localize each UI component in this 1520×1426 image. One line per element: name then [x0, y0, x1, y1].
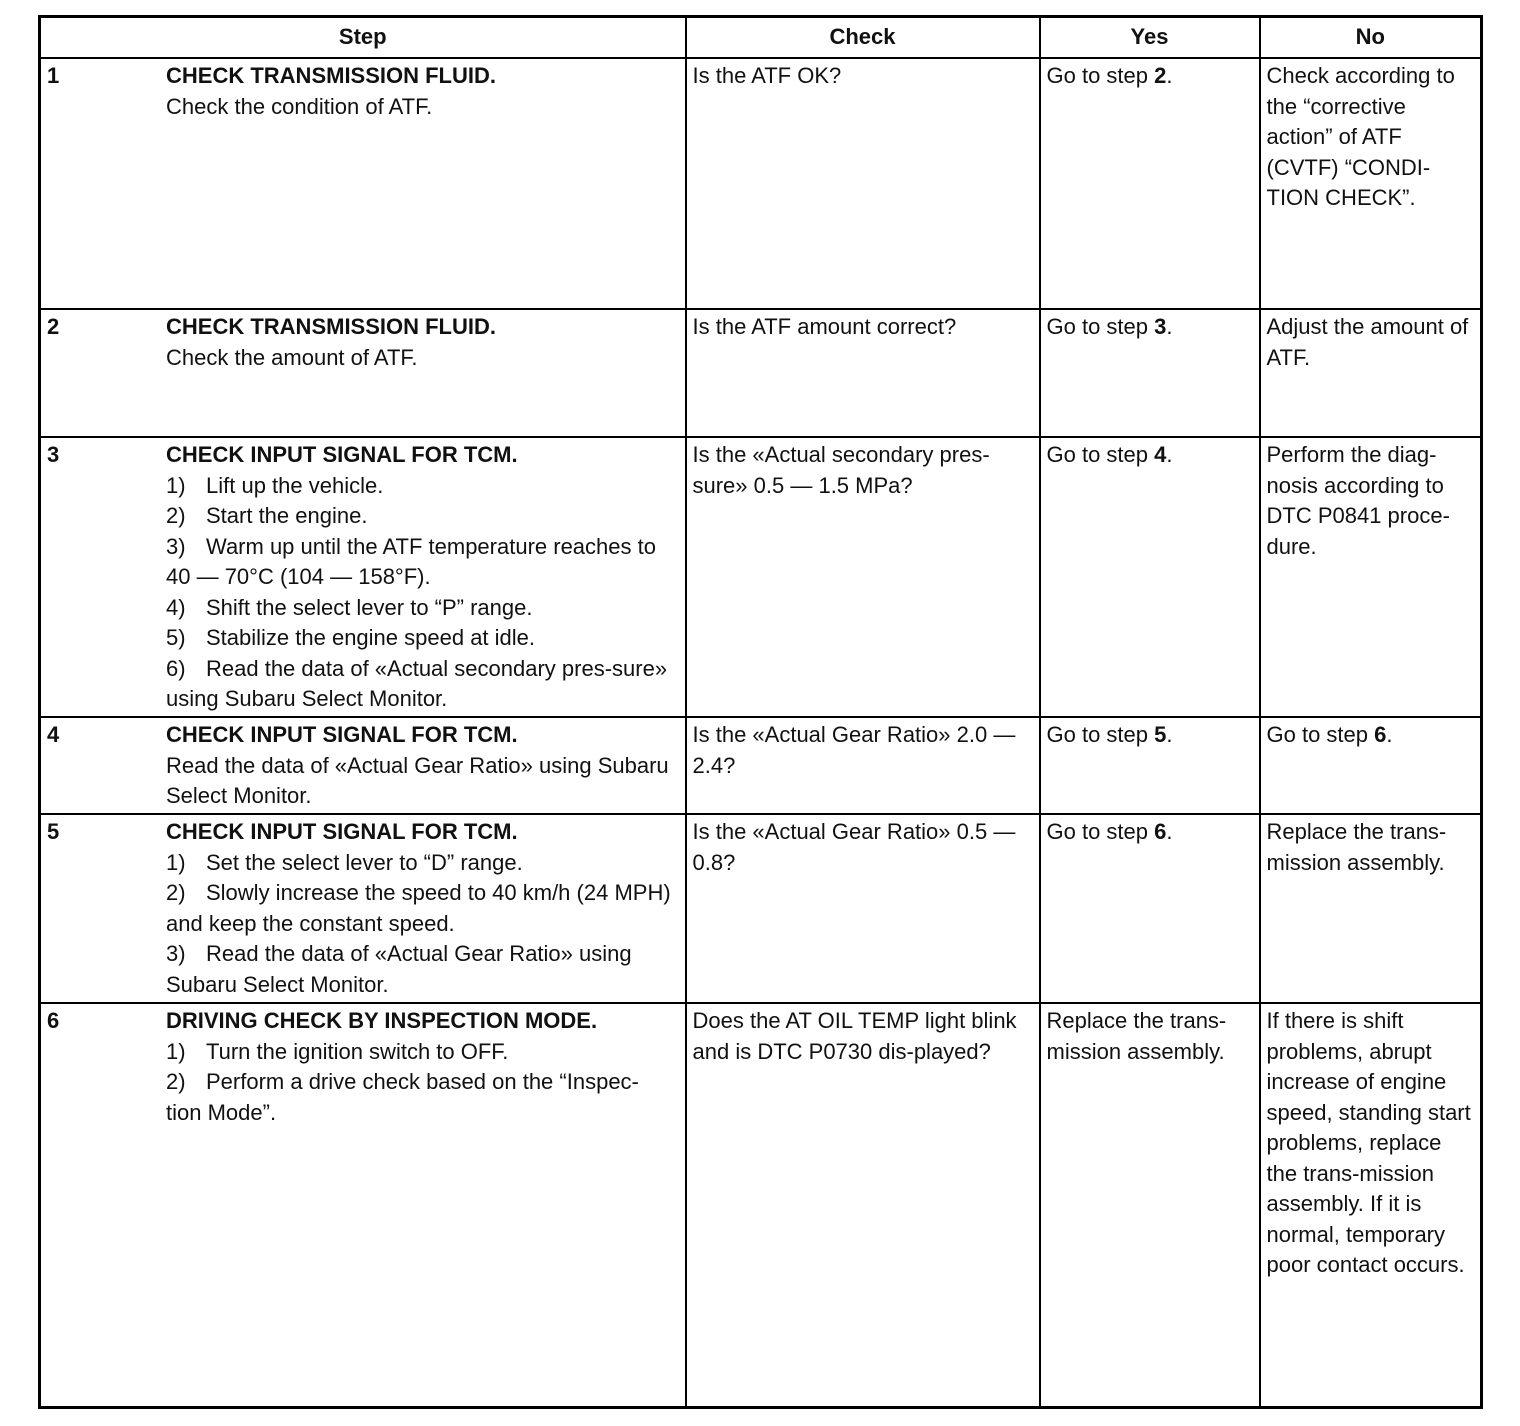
- header-row: [40, 17, 1482, 59]
- step-cell: [40, 1003, 686, 1407]
- procedure-item: [166, 939, 673, 1000]
- yes-suffix: .: [1166, 819, 1173, 844]
- yes-suffix: .: [1166, 442, 1173, 467]
- yes-cell: [1040, 717, 1260, 814]
- procedure-index: 1): [166, 1038, 186, 1064]
- step-title: CHECK TRANSMISSION FLUID.: [166, 314, 496, 339]
- header-no: No: [1260, 17, 1482, 59]
- yes-step-number: 2: [1154, 63, 1167, 88]
- procedure-item: [166, 1037, 673, 1068]
- procedure-index: 3): [166, 533, 186, 559]
- yes-prefix: Go to step: [1046, 63, 1155, 88]
- check-cell: Is the «Actual Gear Ratio» 0.5 — 0.8?: [686, 814, 1040, 1003]
- procedure-index: 2): [166, 503, 186, 528]
- procedure-item: [166, 654, 673, 715]
- procedure-item: [166, 501, 673, 532]
- diagnosis-sheet: [38, 15, 1480, 1409]
- step-description: Check the condition of ATF.: [166, 93, 433, 119]
- no-cell: Check according to the “corrective action” of ATF (CVTF) “CONDI-TION CHECK”.: [1260, 58, 1482, 309]
- check-cell: Is the «Actual Gear Ratio» 2.0 — 2.4?: [686, 717, 1040, 814]
- procedure-text: Start the engine.: [206, 503, 368, 528]
- step-cell: [40, 437, 686, 717]
- procedure-text: Read the data of «Actual Gear Ratio» using Subaru Select Monitor.: [166, 941, 632, 997]
- yes-step-number: 3: [1154, 314, 1167, 339]
- step-number: 1: [47, 63, 60, 88]
- step-title: DRIVING CHECK BY INSPECTION MODE.: [166, 1008, 598, 1033]
- step-title: CHECK INPUT SIGNAL FOR TCM.: [166, 819, 518, 844]
- procedure-text: Slowly increase the speed to 40 km/h (24 MPH) and keep the constant speed.: [166, 880, 671, 936]
- procedure-index: 2): [166, 880, 186, 905]
- diagnostic-table: [38, 15, 1483, 1409]
- no-prefix: Go to step: [1266, 722, 1375, 747]
- step-title: CHECK INPUT SIGNAL FOR TCM.: [166, 442, 518, 467]
- step-number: 6: [47, 1008, 60, 1033]
- yes-cell: [1040, 309, 1260, 437]
- procedure-item: [166, 532, 673, 593]
- procedure-text: Stabilize the engine speed at idle.: [206, 625, 536, 650]
- step-number: 3: [47, 442, 60, 467]
- procedure-item: [166, 878, 673, 939]
- procedure-index: 2): [166, 1069, 186, 1094]
- yes-cell: Replace the trans-mission assembly.: [1040, 1003, 1260, 1407]
- yes-cell: [1040, 814, 1260, 1003]
- yes-suffix: .: [1166, 722, 1173, 747]
- procedure-text: Read the data of «Actual secondary pres-sure» using Subaru Select Monitor.: [166, 655, 668, 711]
- yes-step-number: 6: [1154, 819, 1167, 844]
- procedure-index: 1): [166, 849, 186, 875]
- procedure-item: [166, 623, 673, 654]
- no-cell: Adjust the amount of ATF.: [1260, 309, 1482, 437]
- no-suffix: .: [1386, 722, 1393, 747]
- step-description: Check the amount of ATF.: [166, 344, 418, 370]
- yes-prefix: Go to step: [1046, 314, 1155, 339]
- step-title: CHECK INPUT SIGNAL FOR TCM.: [166, 722, 518, 747]
- check-cell: Is the «Actual secondary pres-sure» 0.5 — 1.5 MPa?: [686, 437, 1040, 717]
- no-cell: Replace the trans-mission assembly.: [1260, 814, 1482, 1003]
- step-number: 5: [47, 819, 60, 844]
- procedure-text: Lift up the vehicle.: [206, 472, 384, 498]
- no-step-number: 6: [1374, 722, 1387, 747]
- table-row: [40, 1003, 1482, 1407]
- procedure-item: [166, 848, 673, 879]
- procedure-text: Warm up until the ATF temperature reaches to 40 — 70°C (104 — 158°F).: [166, 533, 656, 589]
- procedure-item: [166, 593, 673, 624]
- yes-cell: [1040, 58, 1260, 309]
- table-row: [40, 717, 1482, 814]
- step-cell: [40, 309, 686, 437]
- no-cell: If there is shift problems, abrupt increase of engine speed, standing start problems, replace the trans-mission assembly. If it is normal, temporary poor contact occurs.: [1260, 1003, 1482, 1407]
- procedure-index: 6): [166, 655, 186, 681]
- procedure-item: [166, 1067, 673, 1128]
- step-cell: [40, 814, 686, 1003]
- step-cell: [40, 717, 686, 814]
- no-cell: Perform the diag-nosis according to DTC P0841 proce-dure.: [1260, 437, 1482, 717]
- procedure-index: 5): [166, 625, 186, 650]
- table-row: [40, 437, 1482, 717]
- yes-prefix: Go to step: [1046, 819, 1155, 844]
- procedure-index: 1): [166, 472, 186, 498]
- yes-cell: [1040, 437, 1260, 717]
- table-row: [40, 309, 1482, 437]
- check-cell: Is the ATF OK?: [686, 58, 1040, 309]
- table-row: [40, 814, 1482, 1003]
- header-yes: Yes: [1040, 17, 1260, 59]
- step-number: 2: [47, 314, 60, 339]
- procedure-text: Set the select lever to “D” range.: [206, 849, 523, 875]
- step-number: 4: [47, 722, 60, 747]
- procedure-text: Turn the ignition switch to OFF.: [206, 1038, 509, 1064]
- no-cell: [1260, 717, 1482, 814]
- yes-suffix: .: [1166, 314, 1173, 339]
- yes-suffix: .: [1166, 63, 1173, 88]
- procedure-index: 3): [166, 941, 186, 966]
- procedure-text: Shift the select lever to “P” range.: [206, 594, 533, 620]
- procedure-item: [166, 471, 673, 502]
- header-check: Check: [686, 17, 1040, 59]
- yes-step-number: 5: [1154, 722, 1167, 747]
- yes-prefix: Go to step: [1046, 442, 1155, 467]
- step-title: CHECK TRANSMISSION FLUID.: [166, 63, 496, 88]
- step-description: Read the data of «Actual Gear Ratio» using Subaru Select Monitor.: [166, 752, 669, 808]
- procedure-index: 4): [166, 594, 186, 620]
- yes-step-number: 4: [1154, 442, 1167, 467]
- check-cell: Does the AT OIL TEMP light blink and is DTC P0730 dis-played?: [686, 1003, 1040, 1407]
- table-row: [40, 58, 1482, 309]
- header-step: Step: [40, 17, 686, 59]
- check-cell: Is the ATF amount correct?: [686, 309, 1040, 437]
- step-cell: [40, 58, 686, 309]
- procedure-text: Perform a drive check based on the “Inspec-tion Mode”.: [166, 1069, 639, 1125]
- yes-prefix: Go to step: [1046, 722, 1155, 747]
